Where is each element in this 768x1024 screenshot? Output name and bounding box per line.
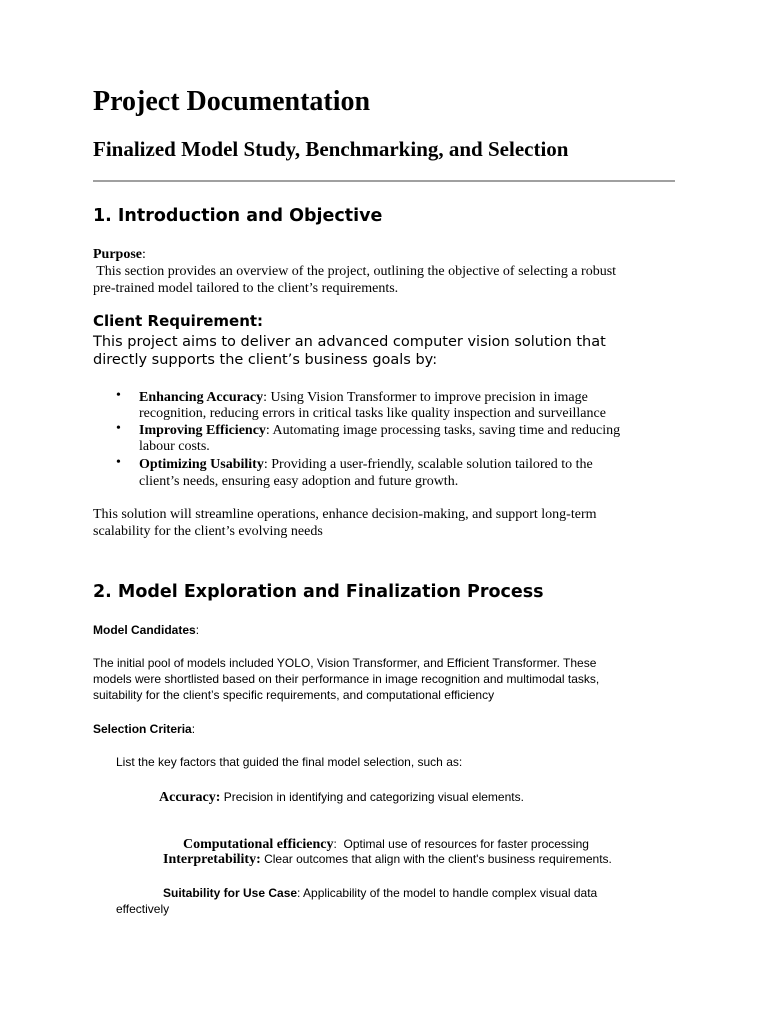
criteria-line-2: effectively: [116, 902, 170, 916]
criteria-text: Clear outcomes that align with the client's business requirements.: [260, 852, 612, 866]
criteria-bold-label: Interpretability:: [163, 852, 261, 867]
client-requirement-line-2: directly supports the client’s business goals by:: [93, 352, 438, 368]
page-title: Project Documentation: [93, 86, 371, 117]
bullet-line-2: labour costs.: [139, 439, 210, 454]
candidates-line-2: models were shortlisted based on their performance in image recognition and multimodal tasks,: [93, 672, 600, 686]
page-subtitle: Finalized Model Study, Benchmarking, and Selection: [93, 137, 569, 161]
purpose-text-line-2: pre-trained model tailored to the client’s requirements.: [93, 281, 399, 296]
selection-criteria-label: Selection Criteria: [93, 722, 192, 736]
closing-line-1: This solution will streamline operations, enhance decision-making, and support long-term: [93, 507, 597, 522]
criteria-intro: List the key factors that guided the final model selection, such as:: [116, 755, 463, 769]
title-divider: [93, 180, 675, 182]
bullet-dot: •: [116, 455, 121, 470]
model-candidates-label: Model Candidates: [93, 623, 196, 637]
bullet-dot: •: [116, 421, 121, 436]
purpose-label: Purpose: [93, 247, 142, 262]
model-candidates-colon: :: [195, 623, 200, 637]
bullet-bold-label: Improving Efficiency: [139, 423, 266, 438]
purpose-text-line-1: This section provides an overview of the project, outlining the objective of selecting a robust: [93, 264, 617, 279]
purpose-colon: :: [142, 247, 146, 262]
client-requirement-heading: Client Requirement:: [93, 312, 264, 330]
model-candidates-label-line: [93, 622, 199, 639]
section-1-heading: 1. Introduction and Objective: [93, 206, 383, 226]
criteria-text: Precision in identifying and categorizing visual elements.: [220, 790, 524, 804]
criteria-text: : Applicability of the model to handle complex visual data: [297, 886, 598, 900]
purpose-label-line: [93, 246, 146, 263]
bullet-text: : Automating image processing tasks, saving time and reducing: [265, 423, 621, 438]
bullet-bold-label: Optimizing Usability: [139, 457, 264, 472]
bullet-dot: •: [116, 388, 121, 403]
bullet-line-1: [139, 456, 593, 473]
list-item: [159, 788, 524, 806]
bullet-text: : Using Vision Transformer to improve precision in image: [263, 390, 588, 405]
bullet-line-2: client’s needs, ensuring easy adoption and future growth.: [139, 474, 459, 489]
selection-criteria-colon: :: [191, 722, 196, 736]
bullet-line-2: recognition, reducing errors in critical tasks like quality inspection and surveillance: [139, 406, 606, 421]
client-requirement-line-1: This project aims to deliver an advanced computer vision solution that: [93, 334, 606, 350]
closing-line-2: scalability for the client’s evolving needs: [93, 524, 323, 539]
criteria-bold-label: Accuracy:: [159, 790, 221, 805]
candidates-line-3: suitability for the client’s specific requirements, and computational efficiency: [93, 688, 495, 702]
bullet-text: : Providing a user-friendly, scalable solution tailored to the: [263, 457, 593, 472]
selection-criteria-label-line: [93, 721, 195, 738]
section-2-heading: 2. Model Exploration and Finalization Process: [93, 582, 544, 602]
bullet-line-1: [139, 422, 620, 439]
criteria-bold-label: Suitability for Use Case: [163, 886, 298, 900]
list-item: [163, 850, 612, 868]
bullet-bold-label: Enhancing Accuracy: [139, 390, 264, 405]
criteria-text: : Optimal use of resources for faster processing: [333, 837, 589, 851]
criteria-line-1: [163, 885, 597, 902]
bullet-line-1: [139, 389, 588, 406]
candidates-line-1: The initial pool of models included YOLO, Vision Transformer, and Efficient Transformer. These: [93, 656, 597, 670]
criteria-bold-label: Computational efficiency: [183, 837, 334, 852]
